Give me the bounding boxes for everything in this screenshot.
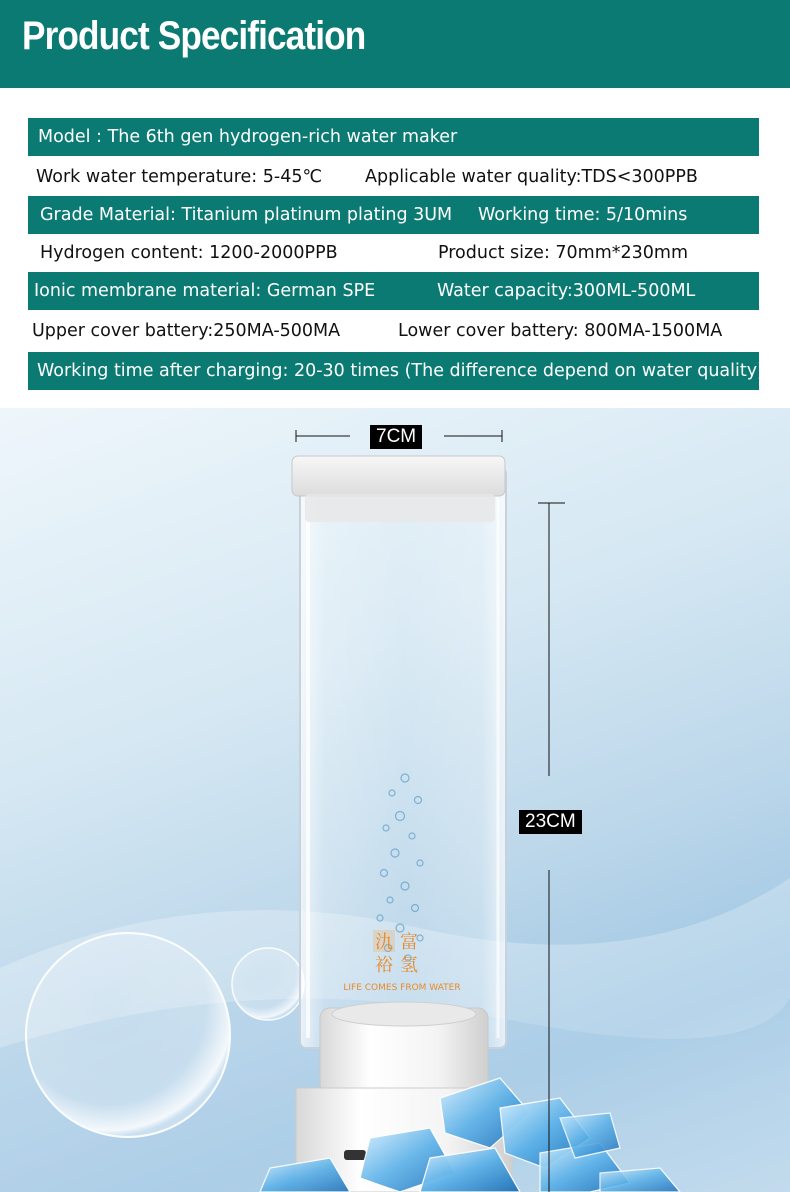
spec-membrane: Ionic membrane material: German SPE — [34, 281, 376, 301]
spec-row-battery — [28, 312, 759, 350]
spec-upper-battery: Upper cover battery:250MA-500MA — [32, 321, 341, 341]
logo-tagline: LIFE COMES FROM WATER — [343, 983, 461, 993]
spec-temperature: Work water temperature: 5-45℃ — [36, 167, 323, 187]
spec-row-material — [28, 196, 759, 234]
logo-char-3: 裕 — [375, 955, 393, 976]
height-dimension-label: 23CM — [519, 810, 582, 834]
width-dimension-label: 7CM — [370, 425, 422, 449]
logo-char-1: 氿 — [375, 932, 393, 953]
product-photo — [0, 408, 790, 1192]
spec-row-membrane — [28, 272, 759, 310]
spec-material: Grade Material: Titanium platinum plating 3UM — [40, 205, 453, 225]
top-cap — [292, 456, 505, 496]
spec-hydrogen-content: Hydrogen content: 1200-2000PPB — [40, 243, 338, 263]
spec-working-time: Working time: 5/10mins — [478, 205, 688, 225]
spec-water-quality: Applicable water quality:TDS<300PPB — [365, 167, 698, 187]
charging-port — [344, 1150, 366, 1160]
spec-charging-times: Working time after charging: 20-30 times (The difference depend on water quality) — [37, 361, 764, 381]
large-bubble — [26, 933, 230, 1137]
product-illustration — [0, 408, 790, 1192]
spec-row-hydrogen — [28, 234, 759, 272]
logo-char-2: 富 — [400, 932, 418, 953]
small-bubble — [232, 948, 304, 1020]
spec-product-size: Product size: 70mm*230mm — [438, 243, 689, 263]
spec-lower-battery: Lower cover battery: 800MA-1500MA — [398, 321, 723, 341]
spec-row-temperature — [28, 158, 759, 196]
spec-water-capacity: Water capacity:300ML-500ML — [437, 281, 696, 301]
spec-model: Model : The 6th gen hydrogen-rich water maker — [38, 127, 458, 147]
header-banner — [0, 0, 790, 88]
page-title: Product Specification — [22, 14, 366, 58]
spec-row-model — [28, 118, 759, 156]
spec-row-charging — [28, 352, 764, 390]
logo-char-4: 氢 — [400, 955, 418, 976]
